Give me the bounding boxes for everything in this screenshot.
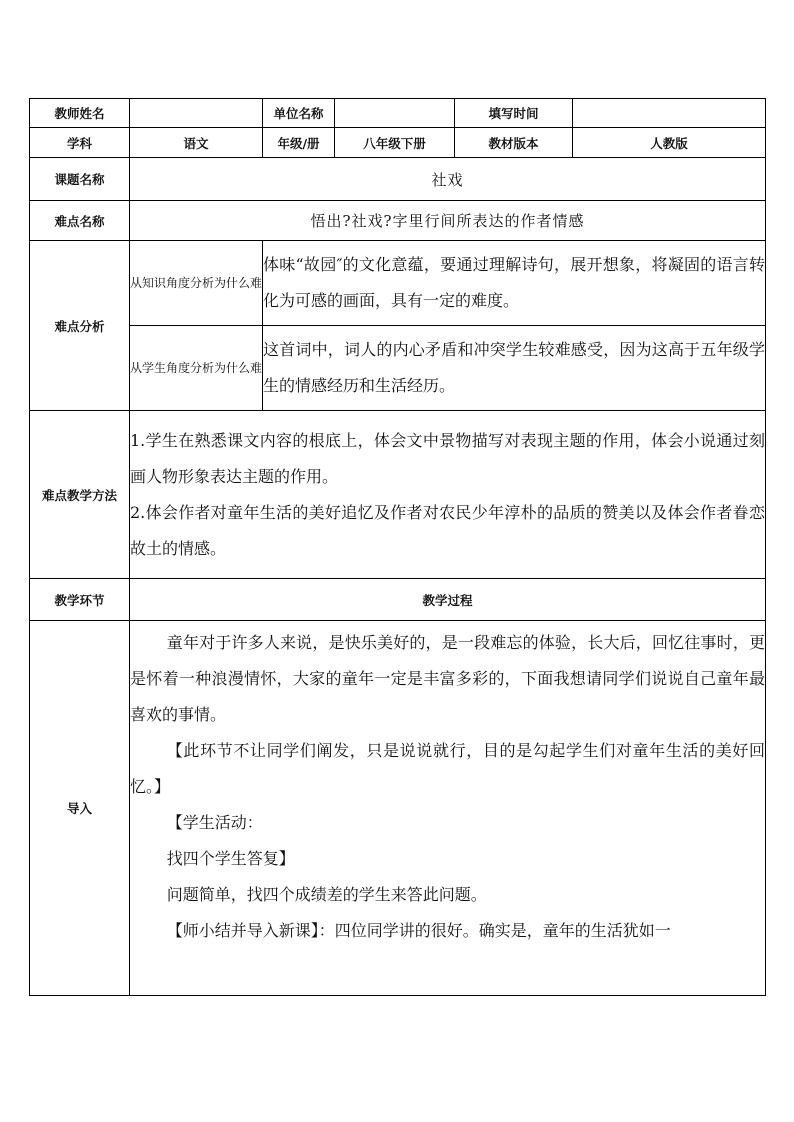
method-content <box>130 411 766 579</box>
student-angle-text: 这首词中，词人的内心矛盾和冲突学生较难感受，因为这高于五年级学生的情感经历和生活经历。 <box>263 326 766 411</box>
unit-name-label: 单位名称 <box>263 99 335 128</box>
grade-value: 八年级下册 <box>335 128 455 158</box>
process-header-row <box>30 579 766 621</box>
intro-paragraph-3: 【学生活动： <box>166 813 263 832</box>
topic-row <box>30 158 766 201</box>
intro-paragraph-4: 找四个学生答复】 <box>166 849 295 868</box>
topic-label: 课题名称 <box>30 158 130 201</box>
intro-paragraph-1: 童年对于许多人来说，是快乐美好的，是一段难忘的体验，长大后，回忆往事时，更是怀着一种浪漫情怀，大家的童年一定是丰富多彩的，下面我想请同学们说说自己童年最喜欢的事情。 <box>130 633 765 724</box>
fill-date-field[interactable] <box>573 99 766 128</box>
intro-label: 导入 <box>30 621 130 996</box>
analysis-label: 难点分析 <box>30 241 130 411</box>
intro-row <box>30 621 766 996</box>
teacher-name-field[interactable] <box>130 99 263 128</box>
subject-value: 语文 <box>130 128 263 158</box>
intro-paragraph-6: 【师小结并导入新课】：四位同学讲的很好。确实是，童年的生活犹如一 <box>166 921 671 940</box>
edition-value: 人教版 <box>573 128 766 158</box>
unit-name-field[interactable] <box>335 99 455 128</box>
grade-label: 年级/册 <box>263 128 335 158</box>
difficulty-label: 难点名称 <box>30 201 130 241</box>
teacher-info-row <box>30 99 766 128</box>
analysis-knowledge-row <box>30 241 766 326</box>
method-row <box>30 411 766 579</box>
process-header: 教学过程 <box>130 579 766 621</box>
subject-label: 学科 <box>30 128 130 158</box>
intro-content <box>130 621 766 996</box>
lesson-plan-table <box>29 98 766 996</box>
intro-paragraph-2: 【此环节不让同学们阐发，只是说说就行，目的是勾起学生们对童年生活的美好回忆。】 <box>130 741 765 796</box>
course-info-row <box>30 128 766 158</box>
method-label: 难点教学方法 <box>30 411 130 579</box>
student-angle-label: 从学生角度分析为什么难 <box>130 326 263 411</box>
topic-value: 社戏 <box>130 158 766 201</box>
difficulty-row <box>30 201 766 241</box>
stage-header: 教学环节 <box>30 579 130 621</box>
analysis-student-row <box>30 326 766 411</box>
intro-paragraph-5: 问题简单，找四个成绩差的学生来答此问题。 <box>166 885 487 904</box>
fill-date-label: 填写时间 <box>455 99 573 128</box>
method-item-1: 1.学生在熟悉课文内容的根底上，体会文中景物描写对表现主题的作用，体会小说通过刻画人物形象表达主题的作用。 <box>130 430 765 486</box>
difficulty-value: 悟出?社戏?字里行间所表达的作者情感 <box>130 201 766 241</box>
method-item-2: 2.体会作者对童年生活的美好追忆及作者对农民少年淳朴的品质的赞美以及体会作者眷恋故土的情感。 <box>130 502 765 558</box>
knowledge-angle-text: 体味“故园″的文化意蕴，要通过理解诗句，展开想象，将凝固的语言转化为可感的画面，具有一定的难度。 <box>263 241 766 326</box>
knowledge-angle-label: 从知识角度分析为什么难 <box>130 241 263 326</box>
edition-label: 教材版本 <box>455 128 573 158</box>
teacher-name-label: 教师姓名 <box>30 99 130 128</box>
